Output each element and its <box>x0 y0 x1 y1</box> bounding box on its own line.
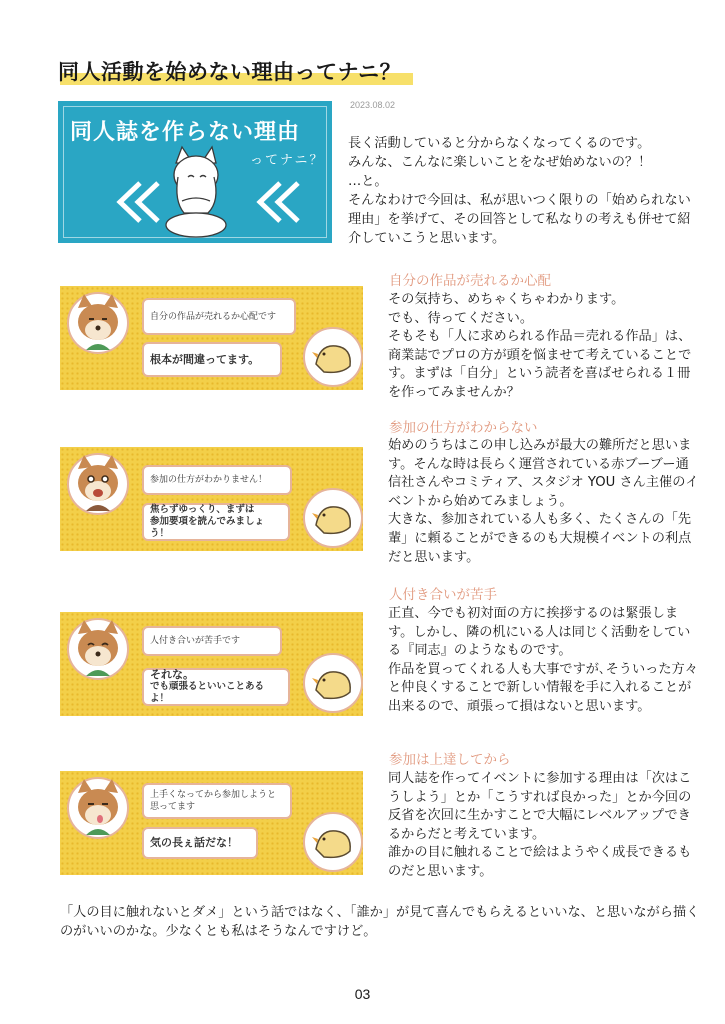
section-paragraph: 作品を買ってくれる人も大事ですが､そういった方々と仲良くすることで新しい情報を手に入れることが出来るので、頑張って損はないと思います。 <box>388 661 698 714</box>
answer-text: それな。 <box>150 668 194 681</box>
page-number: 03 <box>354 986 371 1002</box>
speech-bubble-question: 上手くなってから参加しようと思ってます <box>142 783 292 819</box>
closing-text <box>60 903 700 941</box>
chick-avatar <box>304 654 362 712</box>
section-paragraph: そもそも「人に求められる作品＝売れる作品」は、商業誌でプロの方が頭を悩ませて考えていることです。まずは「自分」という読者を喜ばせられる１冊を作ってみませんか？ <box>388 329 692 400</box>
dialogue-scene-1 <box>60 286 363 390</box>
cat-girl-illustration <box>166 147 226 237</box>
section-paragraph: 同人誌を作ってイベントに参加する理由は「次はこうしよう」とか「こうすれば良かった」とか今回の反省を次回に生かすことで大幅にレベルアップできるからだと考えています。 <box>388 771 692 842</box>
section-paragraph: 始めのうちはこの申し込みが最大の難所だと思います。そんな時は長らく運営されている赤ブーブー通信社さんやコミティア、スタジオ YOU さん主催のイベントから始めてみましょう。 <box>388 438 699 509</box>
section-paragraph: その気持ち、めちゃくちゃわかります。 <box>388 292 625 307</box>
section-paragraph: でも、待ってください。 <box>388 310 534 326</box>
intro-text <box>348 134 693 248</box>
shiba-dog-avatar <box>68 778 128 838</box>
section-heading: 参加の仕方がわからない <box>389 420 538 436</box>
intro-line: みんな、こんなに楽しいことをなぜ始めないの？！ <box>348 155 652 170</box>
speech-bubble-answer <box>142 827 258 859</box>
speech-bubble-answer <box>142 342 282 377</box>
chick-avatar <box>304 813 362 871</box>
speech-bubble-question: 人付き合いが苦手です <box>142 626 282 656</box>
banner-subtitle: ってナニ？ <box>250 153 325 168</box>
dialogue-scene-4 <box>60 771 363 875</box>
answer-text: 根本が間違ってます。 <box>150 352 260 366</box>
answer-text: 気の長ぇ話だな！ <box>150 836 238 849</box>
arrow-left-icon <box>120 183 158 221</box>
shiba-dog-avatar <box>68 619 128 679</box>
dialogue-scene-3 <box>60 612 363 716</box>
intro-line: 長く活動していると分からなくなってくるのです。 <box>348 136 651 151</box>
shiba-dog-avatar <box>68 293 128 353</box>
section-body <box>388 291 700 403</box>
arrow-left-icon-right-pair <box>260 183 298 221</box>
speech-bubble-answer <box>142 503 290 541</box>
answer-subtext: 参加要項を読んでみましょう！ <box>150 516 265 539</box>
section-body <box>388 770 700 882</box>
post-date: 2023.08.02 <box>350 100 396 110</box>
answer-text: 焦らずゆっくり、まずは <box>150 504 255 515</box>
page-title: 同人活動を始めない理由ってナニ？ <box>58 60 402 84</box>
section-heading: 参加は上達してから <box>389 752 511 768</box>
section-body <box>388 605 700 717</box>
speech-bubble-question: 自分の作品が売れるか心配です <box>142 298 296 335</box>
section-paragraph: 誰かの目に触れることで絵はようやく成長できるものだと思います。 <box>388 845 692 879</box>
banner-title: 同人誌を作らない理由 <box>70 120 301 145</box>
answer-subtext: でも頑張るといいことあるよ！ <box>150 681 265 704</box>
section-body <box>388 437 700 567</box>
intro-line: …と。 <box>348 174 388 189</box>
intro-line: そんなわけで今回は、私が思いつく限りの「始められない理由」を挙げて、その回答として私なりの考えも併せて紹介していこうと思います。 <box>348 193 691 246</box>
section-paragraph: 正直、今でも初対面の方に挨拶するのは緊張します。しかし、隣の机にいる人は同じく活動をしている『同志』のようなものです。 <box>388 606 691 659</box>
header-banner <box>58 101 332 243</box>
section-heading: 自分の作品が売れるか心配 <box>389 273 551 289</box>
chick-avatar <box>304 328 362 386</box>
chick-avatar <box>304 489 362 547</box>
banner-illustration <box>58 101 332 243</box>
section-paragraph: 大きな、参加されている人も多く、たくさんの「先輩」に頼ることができるのも大規模イベントの利点だと思います。 <box>388 512 692 565</box>
closing-paragraph: 「人の目に触れないとダメ」という話ではなく、「誰か」が見て喜んでもらえるといいな、と思いながら描くのがいいのかな。少なくとも私はそうなんですけど。 <box>60 905 700 939</box>
speech-bubble-answer <box>142 668 290 706</box>
speech-bubble-question: 参加の仕方がわかりません！ <box>142 465 292 495</box>
page-title-block <box>58 56 413 90</box>
section-heading: 人付き合いが苦手 <box>389 587 497 603</box>
shiba-dog-avatar <box>68 454 128 514</box>
dialogue-scene-2 <box>60 447 363 551</box>
